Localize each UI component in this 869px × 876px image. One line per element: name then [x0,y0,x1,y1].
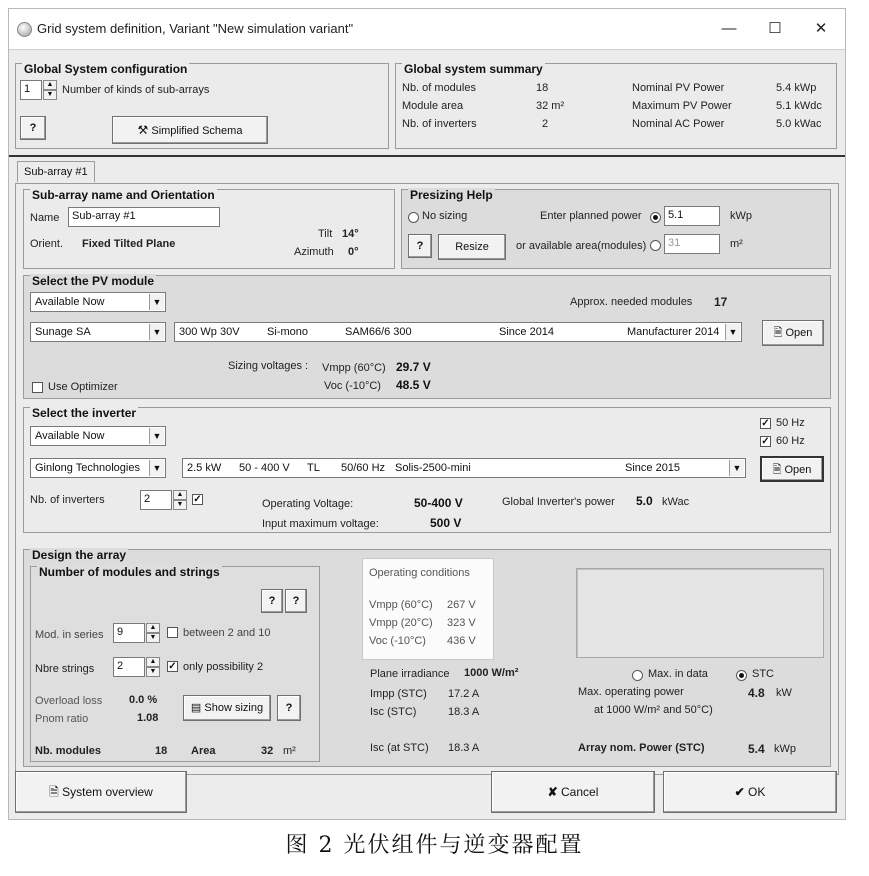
use-optimizer-checkbox[interactable] [32,382,43,393]
series-range-checkbox[interactable] [167,627,178,638]
chevron-down-icon: ▼ [149,460,164,476]
approx-modules-value: 17 [714,295,728,309]
pv-manufacturer-value: Sunage SA [35,326,91,338]
design-area-unit: m² [283,745,296,757]
area-unit: m² [730,238,743,250]
azimuth-value: 0° [348,246,359,258]
op-cond-label: Voc (-10°C) [369,635,426,647]
design-title: Design the array [32,548,127,562]
op-voltage-value: 50-400 V [414,496,463,510]
global-inverter-power-unit: kWac [662,496,690,508]
global-config-title: Global System configuration [24,62,188,76]
chevron-down-icon: ▼ [729,460,744,476]
tilt-value: 14° [342,228,359,240]
irradiance-label: Plane irradiance [370,668,450,680]
inverter-model-cell: 2.5 kW [187,462,222,474]
open-file-icon: 🗎 [773,327,783,339]
summary-label: Nominal AC Power [632,118,725,130]
hz60-label: 60 Hz [776,435,805,447]
hz60-checkbox[interactable]: ✓ [761,436,770,447]
planned-power-unit: kWp [730,210,752,222]
inverter-model-cell: Since 2015 [625,462,681,474]
approx-modules-label: Approx. needed modules [570,296,693,308]
summary-label: Maximum PV Power [632,100,732,112]
strings-spin-down[interactable]: ▼ [146,667,160,677]
inverter-model-cell: 50 - 400 V [239,462,290,474]
array-nom-power-unit: kWp [774,743,796,755]
operating-conditions-box [362,558,494,660]
resize-button[interactable]: Resize [438,234,506,260]
show-sizing-button[interactable] [183,695,271,721]
planned-power-input[interactable]: 5.1 [664,206,720,226]
pv-model-cell: 300 Wp 30V [179,326,240,338]
summary-value: 5.1 kWdc [776,100,822,112]
chevron-down-icon: ▼ [725,324,740,340]
global-config-group [15,63,389,149]
hz50-checkbox[interactable]: ✓ [761,418,770,429]
design-help-button-1[interactable]: ? [261,589,283,613]
area-radio[interactable] [650,240,661,251]
modules-strings-group [30,566,320,762]
inverter-model-cell: TL [307,462,320,474]
vmpp-value: 29.7 V [396,360,431,374]
stc-radio[interactable] [736,670,747,681]
voc-value: 48.5 V [396,378,431,392]
series-range-label: between 2 and 10 [183,627,271,639]
tab-sub-array-1[interactable]: Sub-array #1 [17,161,95,182]
pv-model-cell: SAM66/6 300 [345,326,412,338]
chevron-down-icon: ▼ [149,428,164,444]
op-cond-label: Vmpp (60°C) [369,599,433,611]
cancel-label: Cancel [561,785,599,799]
inverter-group [23,407,831,533]
pv-model-cell: Si-mono [267,326,308,338]
subarray-title: Sub-array name and Orientation [32,188,215,202]
isc-at-label: Isc (at STC) [370,742,429,754]
max-in-data-radio[interactable] [632,670,643,681]
pv-model-cell: Since 2014 [499,326,555,338]
max-op-power-sub: at 1000 W/m² and 50°C) [594,704,713,716]
area-input[interactable]: 31 [664,234,720,254]
input-max-value: 500 V [430,516,462,530]
design-area-value: 32 [261,745,274,757]
strings-spin-up[interactable]: ▲ [146,657,160,667]
summary-value: 18 [536,82,549,94]
kinds-spin-up[interactable]: ▲ [43,80,57,90]
azimuth-label: Azimuth [294,246,334,258]
inverter-availability-value: Available Now [35,430,105,442]
subarray-group [23,189,395,269]
overload-value: 0.0 % [129,694,158,706]
strings-input[interactable]: 2 [113,657,145,677]
global-inverter-power-label: Global Inverter's power [502,496,615,508]
presizing-title: Presizing Help [410,188,493,202]
sizing-help-button[interactable]: ? [277,695,301,721]
ok-button[interactable] [663,771,837,813]
pnom-label: Pnom ratio [35,713,89,725]
chart-icon: ▤ [190,702,202,714]
checkmark-icon: ✔ [734,785,745,799]
strings-only-checkbox[interactable]: ✓ [168,661,177,672]
pv-open-button[interactable] [762,320,824,346]
pv-module-group [23,275,831,399]
pv-model-select[interactable] [174,322,742,342]
inverter-model-cell: Solis-2500-mini [395,462,471,474]
area-avail-label: or available area(modules) [516,240,647,252]
pv-open-label: Open [785,327,813,339]
series-spin-down[interactable]: ▼ [146,633,160,643]
empty-info-box [576,568,824,658]
stc-label: STC [752,668,774,680]
cancel-button[interactable] [491,771,655,813]
dialog-window [8,8,846,820]
orient-label: Orient. [30,238,64,250]
kinds-label: Number of kinds of sub-arrays [62,84,210,96]
show-sizing-label: Show sizing [204,702,264,714]
series-input[interactable]: 9 [113,623,145,643]
app-icon [17,22,32,37]
nb-inverters-checkbox[interactable]: ✓ [193,494,202,505]
strings-label: Nbre strings [35,663,95,675]
kinds-input[interactable]: 1 [20,80,42,100]
design-help-button-2[interactable]: ? [285,589,307,613]
summary-label: Nominal PV Power [632,82,725,94]
design-area-label: Area [191,745,216,757]
open-file-icon: 🗎 [772,464,782,476]
op-cond-value: 436 V [447,635,476,647]
separator [9,155,845,157]
global-summary-title: Global system summary [404,62,543,76]
inverter-open-button[interactable] [760,456,824,482]
summary-value: 5.0 kWac [776,118,822,130]
inverter-manufacturer-select[interactable] [30,458,166,478]
array-nom-power-value: 5.4 [748,742,765,756]
global-summary-group [395,63,837,149]
simplified-schema-button[interactable] [112,116,268,144]
irradiance-value: 1000 W/m² [464,667,519,679]
overload-label: Overload loss [35,695,103,707]
series-label: Mod. in series [35,629,104,641]
pnom-value: 1.08 [137,712,159,724]
cancel-icon: ✘ [547,785,558,799]
vmpp-label: Vmpp (60°C) [322,362,386,374]
modules-strings-title: Number of modules and strings [39,565,220,579]
sizing-voltages-label: Sizing voltages : [228,360,309,372]
window-title: Grid system definition, Variant "New simulation variant" [37,21,354,36]
nb-inverters-spin-down[interactable]: ▼ [173,500,187,510]
inverter-manufacturer-value: Ginlong Technologies [35,462,140,474]
system-overview-label: System overview [62,785,153,799]
array-nom-power-label: Array nom. Power (STC) [578,742,705,754]
nb-modules-value: 18 [155,745,168,757]
name-input[interactable]: Sub-array #1 [68,207,220,227]
planned-power-radio[interactable] [650,212,661,223]
simplified-schema-label: Simplified Schema [151,125,243,137]
presizing-help-button[interactable]: ? [408,234,432,258]
summary-value: 5.4 kWp [776,82,817,94]
isc-value: 18.3 A [448,706,480,718]
figure-caption: 图 2 光伏组件与逆变器配置 [285,833,584,858]
impp-value: 17.2 A [448,688,480,700]
nb-inverters-spin-up[interactable]: ▲ [173,490,187,500]
inverter-model-cell: 50/60 Hz [341,462,386,474]
title-bar [9,9,845,50]
summary-value: 32 m² [536,100,565,112]
nb-inverters-input[interactable]: 2 [140,490,172,510]
chevron-down-icon: ▼ [149,324,164,340]
max-op-power-label: Max. operating power [578,686,684,698]
max-in-data-label: Max. in data [648,668,708,680]
chevron-down-icon: ▼ [149,294,164,310]
op-cond-label: Vmpp (20°C) [369,617,433,629]
pv-module-title: Select the PV module [32,274,155,288]
max-op-power-unit: kW [776,687,792,699]
strings-only-label: only possibility 2 [183,661,264,673]
document-icon: 🗎 [49,785,59,799]
op-cond-value: 323 V [447,617,476,629]
no-sizing-radio[interactable] [408,212,419,223]
op-voltage-label: Operating Voltage: [262,498,354,510]
use-optimizer-label: Use Optimizer [48,381,118,393]
nb-inverters-label: Nb. of inverters [30,494,105,506]
inverter-availability-select[interactable] [30,426,166,446]
system-overview-button[interactable] [15,771,187,813]
input-max-label: Input maximum voltage: [262,518,379,530]
summary-label: Nb. of inverters [402,118,477,130]
ok-label: OK [748,785,766,799]
kinds-spin-down[interactable]: ▼ [43,90,57,100]
inverter-title: Select the inverter [32,406,137,420]
planned-power-label: Enter planned power [540,210,642,222]
design-group [23,549,831,767]
isc-at-value: 18.3 A [448,742,480,754]
schema-icon: ⚒ [137,123,149,137]
pv-manufacturer-select[interactable] [30,322,166,342]
summary-label: Nb. of modules [402,82,476,94]
minimize-button[interactable]: — [721,20,737,37]
name-label: Name [30,212,60,224]
orient-value: Fixed Tilted Plane [82,238,176,250]
tilt-label: Tilt [318,228,333,240]
hz50-label: 50 Hz [776,417,805,429]
series-spin-up[interactable]: ▲ [146,623,160,633]
summary-label: Module area [402,100,464,112]
summary-value: 2 [542,118,549,130]
inverter-model-select[interactable] [182,458,746,478]
no-sizing-label: No sizing [422,210,468,222]
max-op-power-value: 4.8 [748,686,765,700]
nb-modules-label: Nb. modules [35,745,102,757]
isc-label: Isc (STC) [370,706,417,718]
close-button[interactable]: ✕ [814,20,828,37]
impp-label: Impp (STC) [370,688,427,700]
config-help-button[interactable]: ? [20,116,46,140]
global-inverter-power-value: 5.0 [636,494,653,508]
inverter-open-label: Open [784,464,812,476]
op-cond-title: Operating conditions [369,567,470,579]
voc-label: Voc (-10°C) [324,380,381,392]
pv-availability-select[interactable] [30,292,166,312]
pv-model-cell: Manufacturer 2014 [627,326,720,338]
presizing-group [401,189,831,269]
pv-availability-value: Available Now [35,296,105,308]
op-cond-value: 267 V [447,599,476,611]
maximize-button[interactable]: ☐ [768,20,782,37]
